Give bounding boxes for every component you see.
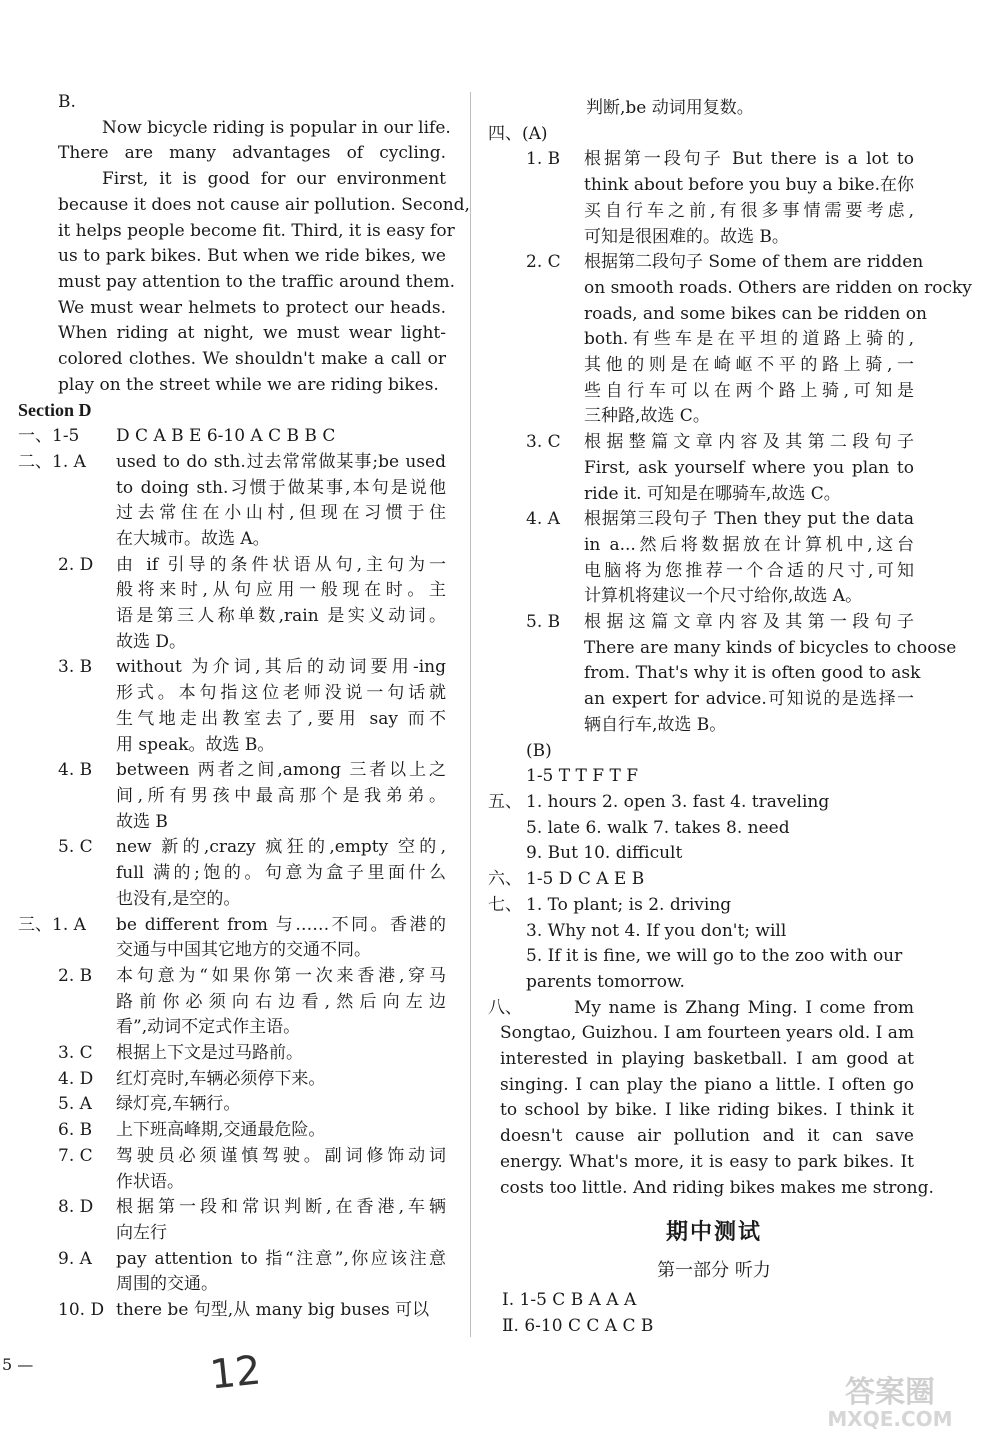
answer-item (58, 835, 446, 912)
answer-item-line: used to do sth.过去常常做某事;be used (116, 451, 446, 472)
answer-item (58, 1041, 446, 1067)
answer-item (58, 1298, 446, 1324)
answer-item-number: 7. C (58, 1145, 93, 1166)
left-column (18, 90, 470, 1324)
part8-label: 八、 (488, 997, 522, 1018)
reading-item (526, 147, 914, 250)
reading-item-line: in a...然后将数据放在计算机中,这台 (584, 534, 914, 555)
essay-line: colored clothes. We shouldn't make a call or (58, 349, 446, 370)
part8-line: to school by bike. I like riding bikes. I think it (500, 1100, 914, 1121)
answer-item-number: 二、1. A (18, 451, 86, 472)
part7-line: 5. If it is fine, we will go to the zoo with our (526, 946, 903, 967)
answer-item (58, 964, 446, 1041)
answer-item-line: 绿灯亮,车辆行。 (116, 1094, 241, 1115)
answer-item-line: 作状语。 (116, 1171, 184, 1192)
answer-item-line: 驾驶员必须谨慎驾驶。副词修饰动词 (116, 1145, 446, 1166)
reading-item-line: First, ask yourself where you plan to (584, 457, 914, 478)
answer-item-number: 2. B (58, 965, 93, 986)
answer-item-line: D C A B E 6-10 A C B B C (116, 426, 336, 447)
continuation: 判断,be 动词用复数。 (586, 98, 754, 118)
reading-item (526, 610, 957, 739)
answer-item-line: 也没有,是空的。 (116, 888, 241, 909)
answer-item-number: 三、1. A (18, 914, 86, 935)
answer-item-line: without 为介词,其后的动词要用-ing (116, 657, 446, 678)
answer-item-number: 2. D (58, 554, 94, 575)
listening-answers: Ⅱ. 6-10 C C A C B (502, 1315, 654, 1336)
essay-line: First, it is good for our environment (102, 169, 446, 190)
reading-item-line: 可知是很困难的。故选 B。 (584, 226, 789, 247)
handwritten-number: 12 (207, 1347, 264, 1399)
b-label: B. (58, 92, 76, 112)
essay-line: must pay attention to the traffic around them. (58, 271, 456, 292)
answer-item-line: between 两者之间,among 三者以上之 (116, 760, 446, 781)
reading-item-number: 5. B (526, 612, 561, 633)
essay-line: There are many advantages of cycling. (58, 143, 446, 164)
reading-item-line: 三种路,故选 C。 (584, 406, 710, 427)
reading-item-line: roads, and some bikes can be ridden on (584, 303, 927, 324)
answer-item (58, 1067, 446, 1093)
reading-item-number: 2. C (526, 252, 561, 273)
reading-item-line: think about before you buy a bike.在你 (584, 175, 915, 196)
answer-item-number: 4. D (58, 1068, 94, 1089)
answer-item-number: 9. A (58, 1248, 92, 1269)
part8-line: My name is Zhang Ming. I come from (574, 997, 914, 1018)
answer-item-number: 3. B (58, 657, 93, 678)
part4b-label: (B) (526, 740, 552, 761)
answer-item-number: 8. D (58, 1197, 94, 1218)
part5-line: 5. late 6. walk 7. takes 8. need (526, 817, 790, 838)
answer-item-line: 上下班高峰期,交通最危险。 (116, 1120, 326, 1141)
reading-item-line: 其他的则是在崎岖不平的路上骑,一 (584, 355, 914, 376)
part7-line: parents tomorrow. (526, 971, 685, 992)
answer-item-line: 交通与中国其它地方的交通不同。 (116, 940, 371, 961)
answer-item-line: 语是第三人称单数,rain 是实义动词。 (116, 606, 446, 627)
answer-item-line: 本句意为“如果你第一次来香港,穿马 (116, 965, 446, 986)
page-number: 5 — (2, 1355, 34, 1374)
essay-line: Now bicycle riding is popular in our life. (102, 117, 451, 138)
answer-item (18, 913, 446, 964)
answer-item-line: full 满的;饱的。句意为盒子里面什么 (116, 863, 446, 884)
answer-item-line: 周围的交通。 (116, 1274, 218, 1295)
part8-line: interested in playing basketball. I am good at (500, 1049, 914, 1070)
answer-item-number: 6. B (58, 1120, 93, 1141)
listening-part-title: 第一部分 听力 (657, 1260, 771, 1282)
reading-item-line: 计算机将建议一个尺寸给你,故选 A。 (584, 586, 863, 607)
reading-item-line: 根据这篇文章内容及其第一段句子 (584, 612, 914, 633)
column-divider (470, 92, 471, 1337)
part7-label: 七、 (488, 894, 522, 915)
watermark-text-cn: 答案圈 (845, 1375, 935, 1410)
answer-item (58, 1092, 446, 1118)
part5-label: 五、 (488, 791, 522, 812)
watermark-text-en: MXQE.COM (827, 1407, 953, 1431)
answer-item-line: 般将来时,从句应用一般现在时。主 (116, 580, 446, 601)
reading-item-line: There are many kinds of bicycles to choose (584, 637, 957, 658)
answer-item (58, 553, 446, 656)
essay-line: When riding at night, we must wear light- (58, 323, 446, 344)
answer-item-line: 过去常住在小山村,但现在习惯于住 (116, 503, 446, 524)
part5 (488, 790, 914, 867)
answer-item (18, 450, 446, 553)
part5-line: 9. But 10. difficult (526, 843, 683, 864)
reading-item-line: 根据第二段句子 Some of them are ridden (584, 252, 924, 273)
reading-item-number: 3. C (526, 432, 561, 453)
listening-answers: Ⅰ. 1-5 C B A A A (502, 1290, 637, 1311)
answer-item-line: be different from 与……不同。香港的 (116, 914, 446, 935)
answer-item-number: 5. A (58, 1094, 92, 1115)
answer-item (58, 1144, 446, 1195)
reading-item-line: 根据整篇文章内容及其第二段句子 (584, 432, 914, 453)
answer-item-line: 根据第一段和常识判断,在香港,车辆 (116, 1197, 446, 1218)
essay-line: because it does not cause air pollution. Second, (58, 194, 470, 215)
section-title: Section D (18, 400, 92, 421)
part8-line: singing. I can play the piano a little. I often go (500, 1074, 914, 1095)
answer-item (18, 424, 446, 450)
reading-item-number: 1. B (526, 149, 561, 170)
watermark-logo (800, 1372, 980, 1432)
answer-item-line: 生气地走出教室去了,要用 say 而不 (116, 708, 446, 729)
reading-item-line: 买自行车之前,有很多事情需要考虑, (584, 200, 914, 221)
answer-item (58, 758, 446, 835)
answer-item-line: there be 句型,从 many big buses 可以 (116, 1300, 430, 1321)
reading-item-line: 根据第三段句子 Then they put the data (584, 509, 914, 530)
reading-item-line: an expert for advice.可知说的是选择一 (584, 689, 914, 710)
answer-item-number: 3. C (58, 1043, 93, 1064)
reading-item (526, 507, 914, 610)
answer-item-line: 在大城市。故选 A。 (116, 528, 270, 549)
reading-item-line: ride it. 可知是在哪骑车,故选 C。 (584, 483, 841, 504)
reading-item-line: on smooth roads. Others are ridden on rocky (584, 277, 972, 298)
reading-item-line: both.有些车是在平坦的道路上骑的, (584, 329, 914, 350)
answer-item-number: 10. D (58, 1300, 105, 1321)
answer-item-line: 由 if 引导的条件状语从句,主句为一 (116, 554, 446, 575)
answer-item-line: new 新的,crazy 疯狂的,empty 空的, (116, 837, 446, 858)
essay-line: We must wear helmets to protect our heads. (58, 297, 446, 318)
answer-item-number: 5. C (58, 837, 93, 858)
answer-item-line: to doing sth.习惯于做某事,本句是说他 (116, 477, 446, 498)
answer-item-line: 看”,动词不定式作主语。 (116, 1017, 301, 1038)
part8-line: costs too little. And riding bikes makes me strong. (500, 1177, 934, 1198)
midterm-title: 期中测试 (665, 1220, 762, 1246)
reading-item-line: 辆自行车,故选 B。 (584, 714, 727, 735)
answer-item (58, 1247, 446, 1298)
part6 (488, 867, 914, 893)
essay-line: it helps people become fit. Third, it is easy for (58, 220, 455, 241)
reading-item-line: 电脑将为您推荐一个合适的尺寸,可知 (584, 560, 914, 581)
answer-item (58, 1195, 446, 1246)
reading-item (526, 430, 914, 507)
part8 (488, 996, 934, 1202)
part6-line: 1-5 D C A E B (526, 869, 645, 890)
part7-line: 1. To plant; is 2. driving (526, 894, 732, 915)
answer-item-number: 一、1-5 (18, 426, 80, 447)
answer-item-line: 故选 D。 (116, 631, 187, 652)
answer-item-line: 向左行 (116, 1222, 167, 1243)
reading-item-line: from. That's why it is often good to ask (584, 663, 921, 684)
essay-line: us to park bikes. But when we ride bikes, we (58, 246, 446, 267)
part8-line: Songtao, Guizhou. I am fourteen years old. I am (500, 1023, 915, 1044)
part5-line: 1. hours 2. open 3. fast 4. traveling (526, 791, 830, 812)
part8-line: energy. What's more, it is easy to park bikes. It (500, 1151, 914, 1172)
answer-item-line: 形式。本句指这位老师没说一句话就 (116, 683, 446, 704)
answer-item-number: 4. B (58, 760, 93, 781)
essay-line: play on the street while we are riding bikes. (58, 374, 439, 395)
answer-item-line: 根据上下文是过马路前。 (116, 1043, 303, 1064)
part7-line: 3. Why not 4. If you don't; will (526, 920, 787, 941)
reading-item-line: 些自行车可以在两个路上骑,可知是 (584, 380, 914, 401)
answer-item-line: 间,所有男孩中最高那个是我弟弟。 (116, 785, 446, 806)
answer-item (58, 655, 446, 758)
right-column (488, 90, 972, 1340)
part4-label: 四、(A) (488, 123, 548, 144)
part7 (488, 893, 914, 996)
answer-item-line: 故选 B (116, 811, 168, 832)
answer-item-line: 红灯亮时,车辆必须停下来。 (116, 1068, 326, 1089)
part8-line: doesn't cause air pollution and it can save (500, 1126, 914, 1147)
part6-label: 六、 (488, 869, 522, 890)
answer-item-line: pay attention to 指“注意”,你应该注意 (116, 1248, 446, 1269)
answer-item (58, 1118, 446, 1144)
reading-item-number: 4. A (526, 509, 560, 530)
answer-item-line: 用 speak。故选 B。 (116, 734, 275, 755)
reading-item (526, 250, 972, 430)
part4b-answers: 1-5 T T F T F (526, 766, 639, 787)
answer-item-line: 路前你必须向右边看,然后向左边 (116, 991, 446, 1012)
reading-item-line: 根据第一段句子 But there is a lot to (584, 149, 914, 170)
